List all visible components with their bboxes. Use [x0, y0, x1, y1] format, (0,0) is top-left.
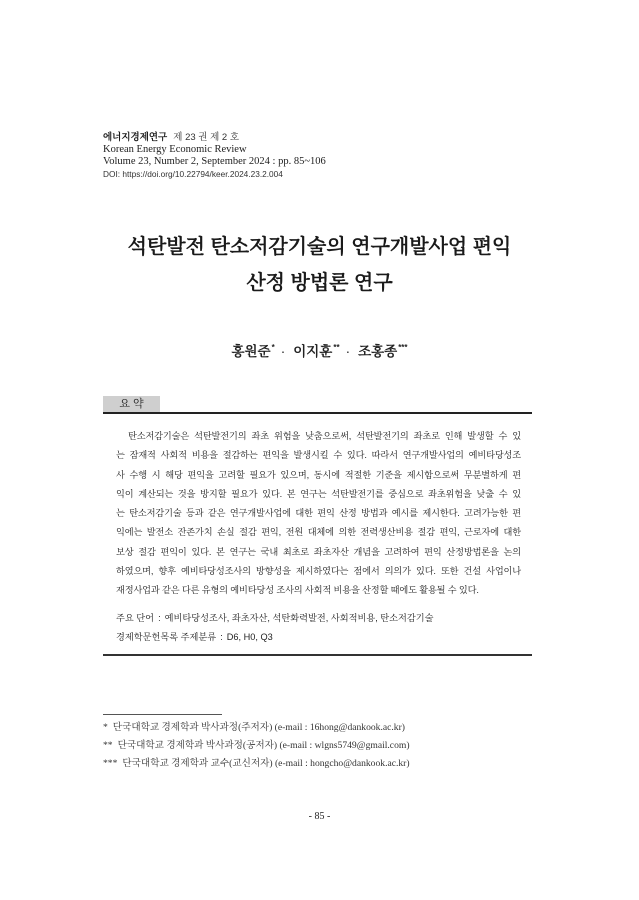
keywords-line — [116, 609, 521, 628]
abstract-body — [116, 427, 521, 601]
keywords-value: 예비타당성조사, 좌초자산, 석탄화력발전, 사회적비용, 탄소저감기술 — [164, 613, 434, 623]
footnotes — [103, 719, 533, 773]
doi-link[interactable]: DOI: https://doi.org/10.22794/keer.2024.23.2.004 — [103, 169, 283, 179]
footnote-mark: *** — [103, 758, 118, 769]
abstract-line: 사 수행 시 해당 편익을 고려할 필요가 있으며, 동시에 적절한 기준을 제시함으로써 무분별하게 편 — [116, 469, 521, 480]
author-name: 홍원준 — [231, 344, 271, 359]
abstract-heading: 요 약 — [103, 396, 160, 413]
title-line-1: 석탄발전 탄소저감기술의 연구개발사업 편익 — [127, 236, 512, 258]
author-name: 이지훈 — [293, 344, 333, 359]
abstract-line: 보상 절감 편익이 있다. 본 연구는 국내 최초로 좌초자산 개념을 고려하여 편익 산정방법론을 논의 — [116, 546, 521, 557]
footnote-mark: ** — [103, 740, 113, 751]
keywords-separator: : — [158, 613, 161, 623]
author-separator: · — [280, 344, 286, 359]
journal-name-en: Korean Energy Economic Review — [103, 144, 247, 155]
author-footnote-mark: ** — [333, 343, 340, 352]
footnote-text: 단국대학교 경제학과 박사과정(공저자) (e-mail : wlgns5749@gmail.com) — [117, 740, 410, 751]
keywords-block — [116, 609, 521, 647]
abstract-line: 익이 계산되는 것을 방지할 필요가 있다. 본 연구는 석탄발전기를 중심으로 좌초위험을 낮출 수 있 — [116, 488, 521, 499]
journal-issue-line — [103, 131, 533, 144]
jel-separator: : — [220, 632, 223, 642]
journal-header — [103, 131, 533, 180]
journal-volume-line: Volume 23, Number 2, September 2024 : pp. 85~106 — [103, 156, 326, 167]
journal-issue-kr: 제 23 권 제 2 호 — [173, 132, 240, 143]
abstract-line: 재정사업과 같은 다른 유형의 예비타당성 조사의 사회적 비용을 산정할 때에도 활용될 수 있다. — [116, 585, 479, 596]
abstract-top-rule — [103, 412, 532, 414]
footnote-text: 단국대학교 경제학과 박사과정(주저자) (e-mail : 16hong@dankook.ac.kr) — [112, 722, 405, 733]
author-footnote-mark: *** — [398, 343, 408, 352]
page-number: - 85 - — [308, 811, 331, 822]
author-name: 조홍종 — [358, 344, 398, 359]
footnote — [103, 719, 533, 737]
author-separator: · — [345, 344, 351, 359]
paper-title — [0, 229, 639, 301]
footnote-mark: * — [103, 722, 108, 733]
abstract-line: 탄소저감기술은 석탄발전기의 좌초 위험을 낮춤으로써, 석탄발전기의 좌초로 인해 발생할 수 있 — [128, 431, 521, 441]
abstract-line: 는 잠재적 사회적 비용을 절감하는 편익을 발생시킬 수 있다. 따라서 연구개발사업의 예비타당성조 — [116, 450, 521, 461]
jel-classification-line — [116, 628, 521, 647]
abstract-bottom-rule — [103, 654, 532, 656]
jel-value: D6, H0, Q3 — [226, 632, 273, 642]
jel-label: 경제학문헌목록 주제분류 — [116, 632, 217, 642]
footnote-text: 단국대학교 경제학과 교수(교신저자) (e-mail : hongcho@dankook.ac.kr) — [122, 758, 410, 769]
footnote-rule — [103, 714, 222, 715]
footnote — [103, 755, 533, 773]
abstract-line: 는 탄소저감기술 등과 같은 연구개발사업에 대한 편익 산정 방법과 예시를 제시한다. 고려가능한 편 — [116, 508, 521, 519]
abstract-line: 하였으며, 향후 예비타당성조사의 방향성을 제시하였다는 점에서 의의가 있다. 또한 건설 사업이나 — [116, 566, 521, 577]
keywords-label: 주요 단어 — [116, 613, 155, 623]
footnote — [103, 737, 533, 755]
abstract-line: 익에는 발전소 잔존가치 손실 절감 편익, 전원 대체에 의한 전력생산비용 절감 편익, 근로자에 대한 — [116, 527, 521, 538]
title-line-2: 산정 방법론 연구 — [246, 272, 393, 294]
journal-name-kr: 에너지경제연구 — [103, 132, 168, 143]
author-list — [0, 342, 639, 364]
author-footnote-mark: * — [271, 343, 275, 352]
